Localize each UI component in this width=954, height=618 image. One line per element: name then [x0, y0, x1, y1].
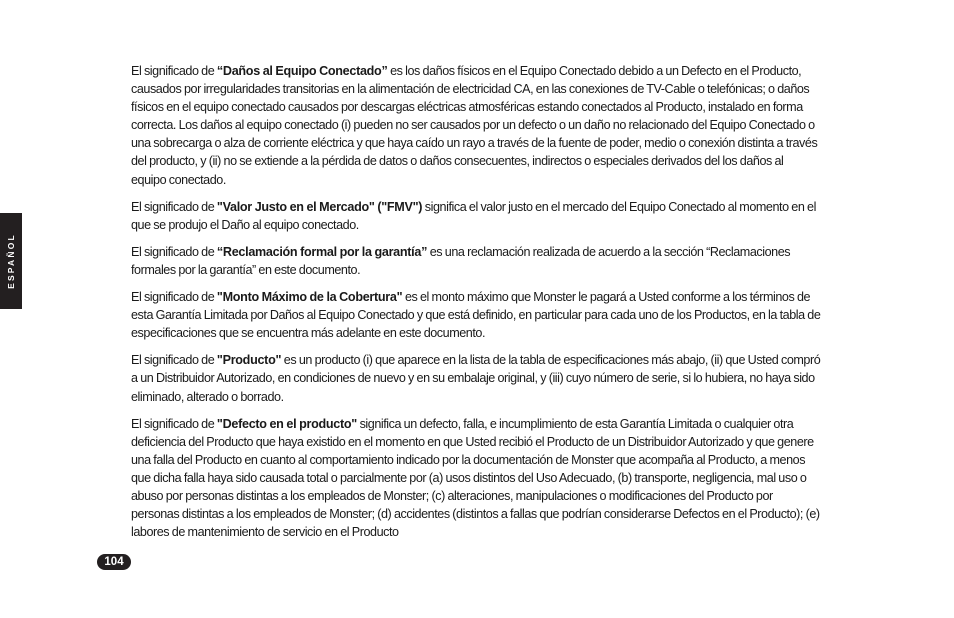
definition-text: significa el valor justo en el mercado del Equipo Conectado al momento en el que se produjo el Daño al equipo conectado. [131, 199, 816, 232]
page-number-badge: 104 [97, 554, 131, 570]
language-side-tab [0, 213, 22, 309]
definition-text: es una reclamación realizada de acuerdo a la sección “Reclamaciones formales por la garantía” en este documento. [131, 244, 791, 277]
definition-paragraph-warranty-claim [131, 243, 821, 279]
definition-intro: El significado de [131, 416, 217, 431]
definition-paragraph-product [131, 351, 821, 405]
definition-intro: El significado de [131, 244, 217, 259]
definition-text: es el monto máximo que Monster le pagará a Usted conforme a los términos de esta Garantía Limitada por Daños al Equipo Conectado y que está definido, en particular para cada uno de los Productos, en la tabla de especificaciones que se encuentra más adelante en este documento. [131, 290, 821, 341]
definition-term: "Producto" [216, 353, 282, 368]
definition-term: "Valor Justo en el Mercado" ("FMV") [216, 199, 423, 214]
language-tab-label: ESPAÑOL [6, 233, 17, 289]
definition-text: significa un defecto, falla, e incumplimiento de esta Garantía Limitada o cualquier otra deficiencia del Producto que haya existido en el momento en que Usted recibió el Producto de un Distribuidor Autorizado y que genere una falla del Producto en cuanto al comportamiento indicado por la documentación de Monster que acompaña al Producto, a menos que dicha falla haya sido causada total o parcialmente por (a) usos distintos del Uso Adecuado, (b) transporte, negligencia, mal uso o abuso por personas distintas a los empleados de Monster; (c) alteraciones, manipulaciones o modificaciones del Producto por personas distintas a los empleados de Monster; (d) accidentes (distintos a fallas que podrían considerarse Defectos en el Producto); (e) labores de mantenimiento de servicio en el Producto [131, 416, 820, 540]
definition-intro: El significado de [131, 290, 217, 305]
definition-text: es un producto (i) que aparece en la lista de la tabla de especificaciones más abajo, (ii) que Usted compró a un Distribuidor Autorizado, en condiciones de nuevo y en su embalaje original, y (iii) cuyo número de serie, si lo hubiera, no haya sido eliminado, alterado o borrado. [131, 353, 821, 404]
definition-paragraph-product-defect [131, 415, 821, 542]
definition-paragraph-maximum-coverage [131, 288, 821, 342]
page-body [131, 62, 821, 550]
definition-term: "Monto Máximo de la Cobertura" [216, 290, 403, 305]
definition-term: "Defecto en el producto" [216, 416, 357, 431]
definition-paragraph-fair-market-value [131, 198, 821, 234]
definition-intro: El significado de [131, 64, 217, 78]
definition-text: es los daños físicos en el Equipo Conectado debido a un Defecto en el Producto, causados por irregularidades transitorias en la alimentación de electricidad CA, en las conexiones de TV-Cable o telefónicas; o daños físicos en el equipo conectado causados por descargas eléctricas atmosféricas estando conectados al Producto, instalado en forma correcta. Los daños al equipo conectado (i) pueden no ser causados por un defecto o un daño no relacionado del Equipo Conectado o una sobrecarga o alza de corriente eléctrica y que haya caído un rayo a través de la fuente de poder, medio o conexión distinta a través del producto, y (ii) no se extiende a la pérdida de datos o daños consecuentes, indirectos o especiales derivados del los daños al equipo conectado. [131, 64, 818, 187]
definition-intro: El significado de [131, 353, 217, 368]
definition-term: “Reclamación formal por la garantía” [216, 244, 428, 259]
definition-term: “Daños al Equipo Conectado” [216, 64, 388, 78]
definition-intro: El significado de [131, 199, 217, 214]
definition-paragraph-connected-equipment-damage [131, 62, 821, 189]
